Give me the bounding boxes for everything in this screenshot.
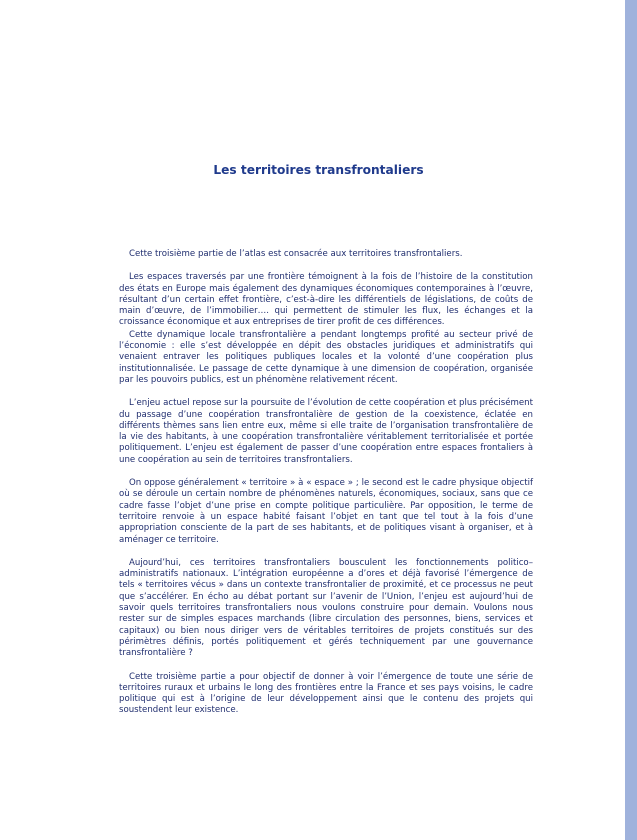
paragraph-territory-vs-space: On oppose généralement « territoire » à « espace » ; le second est le cadre physique objectif où se déroule un certain nombre de phénomènes naturels, économiques, sociaux, sans que ce cadre fasse l’objet d’une prise en compte politique particulière. Par opposition, le terme de territoire renvoie à un espace habité faisant l’objet en tant que tel tout à la fois d’une appropriation consciente de la part de ses habitants, et de politiques visant à organiser, et à aménager ce territoire. xyxy=(119,478,533,545)
paragraph-border-spaces: Les espaces traversés par une frontière témoignent à la fois de l’histoire de la constitution des états en Europe mais également des dynamiques économiques contemporaines à l’œuvre, résultant d’un certain effet frontière, c’est-à-dire les différentiels de législations, de coûts de main d’œuvre, de l’immobilier…. qui permettent de stimuler les flux, les échanges et la croissance économique et aux entreprises de tirer profit de ces différences. xyxy=(119,272,533,328)
paragraph-objective: Cette troisième partie a pour objectif de donner à voir l’émergence de toute une série de territoires ruraux et urbains le long des frontières entre la France et ses pays voisins, le cadre politique qui est à l’origine de leur développement ainsi que le contenu des projets qui soustendent leur existence. xyxy=(119,671,533,716)
page-edge-color-bar xyxy=(625,0,637,840)
paragraph-local-dynamics: Cette dynamique locale transfrontalière a pendant longtemps profité au secteur privé de l’économie : elle s’est développée en dépit des obstacles juridiques et administratifs qui venaient entraver les politiques publiques locales et la volonté d’une coopération plus institutionnalisée. Le passage de cette dynamique à une dimension de coopération, organisée par les pouvoirs publics, est un phénomène relativement récent. xyxy=(119,329,533,385)
paragraph-current-stakes: L’enjeu actuel repose sur la poursuite de l’évolution de cette coopération et plus précisément du passage d’une coopération transfrontalière de gestion de la coexistence, éclatée en différents thèmes sans lien entre eux, même si elle traite de l’organisation transfrontalière de la vie des habitants, à une coopération transfrontalière véritablement territorialisée et portée politiquement. L’enjeu est également de passer d’une coopération entre espaces frontaliers à une coopération au sein de territoires transfrontaliers. xyxy=(119,398,533,465)
paragraph-intro: Cette troisième partie de l’atlas est consacrée aux territoires transfrontaliers. xyxy=(129,249,463,259)
paragraph-today: Aujourd’hui, ces territoires transfrontaliers bousculent les fonctionnements politico–administratifs nationaux. L’intégration européenne a d’ores et déjà favorisé l’émergence de tels « territoires vécus » dans un contexte transfrontalier de proximité, et ce processus ne peut que s’accélérer. En écho au débat portant sur l’avenir de l’Union, l’enjeu est aujourd’hui de savoir quels territoires transfrontaliers nous voulons construire pour demain. Voulons nous rester sur de simples espaces marchands (libre circulation des personnes, biens, services et capitaux) ou bien nous diriger vers de véritables territoires de projets constitués sur des périmètres définis, portés politiquement et gérés techniquement par une gouvernance transfrontalière ? xyxy=(119,557,533,659)
page-title: Les territoires transfrontaliers xyxy=(213,163,424,177)
document-body xyxy=(119,249,533,717)
